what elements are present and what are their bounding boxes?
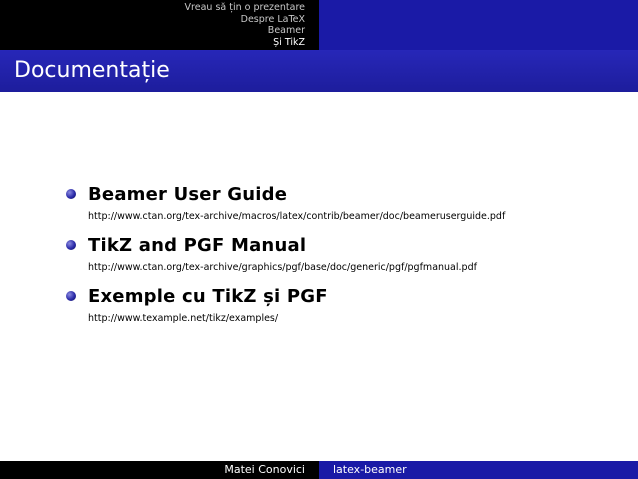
footer-bar xyxy=(0,461,638,479)
nav-item-latex[interactable]: Despre LaTeX xyxy=(240,13,305,25)
bullet-ball-icon xyxy=(66,291,76,301)
list-item xyxy=(66,231,626,273)
nav-item-prezentare[interactable]: Vreau să țin o prezentare xyxy=(184,2,305,13)
list-item-heading: Exemple cu TikZ și PGF xyxy=(88,285,328,307)
navigation-bar-left xyxy=(0,0,319,50)
nav-item-tikz[interactable]: Și TikZ xyxy=(273,36,305,48)
section-navigation xyxy=(185,2,305,48)
navigation-bar-right xyxy=(319,0,638,50)
list-item-head xyxy=(66,180,626,208)
list-item-head xyxy=(66,282,626,310)
footer-left xyxy=(0,461,319,479)
frame-title: Documentație xyxy=(14,58,170,83)
reference-list xyxy=(66,180,626,333)
list-item-url[interactable]: http://www.ctan.org/tex-archive/graphics/pgf/base/doc/generic/pgf/pgfmanual.pdf xyxy=(88,262,477,273)
bullet-ball-icon xyxy=(66,189,76,199)
footer-author: Matei Conovici xyxy=(224,463,305,476)
list-item xyxy=(66,180,626,222)
list-item-url[interactable]: http://www.texample.net/tikz/examples/ xyxy=(88,313,279,324)
list-item-head xyxy=(66,231,626,259)
list-item-heading: Beamer User Guide xyxy=(88,183,288,205)
bullet-ball-icon xyxy=(66,240,76,250)
frame-title-bar xyxy=(0,50,638,92)
list-item-url[interactable]: http://www.ctan.org/tex-archive/macros/latex/contrib/beamer/doc/beameruserguide.pdf xyxy=(88,211,506,222)
nav-item-beamer[interactable]: Beamer xyxy=(267,25,305,36)
navigation-bar xyxy=(0,0,638,50)
list-item-heading: TikZ and PGF Manual xyxy=(88,234,307,256)
footer-short-title: latex-beamer xyxy=(333,463,407,476)
footer-right xyxy=(319,461,638,479)
list-item xyxy=(66,282,626,324)
